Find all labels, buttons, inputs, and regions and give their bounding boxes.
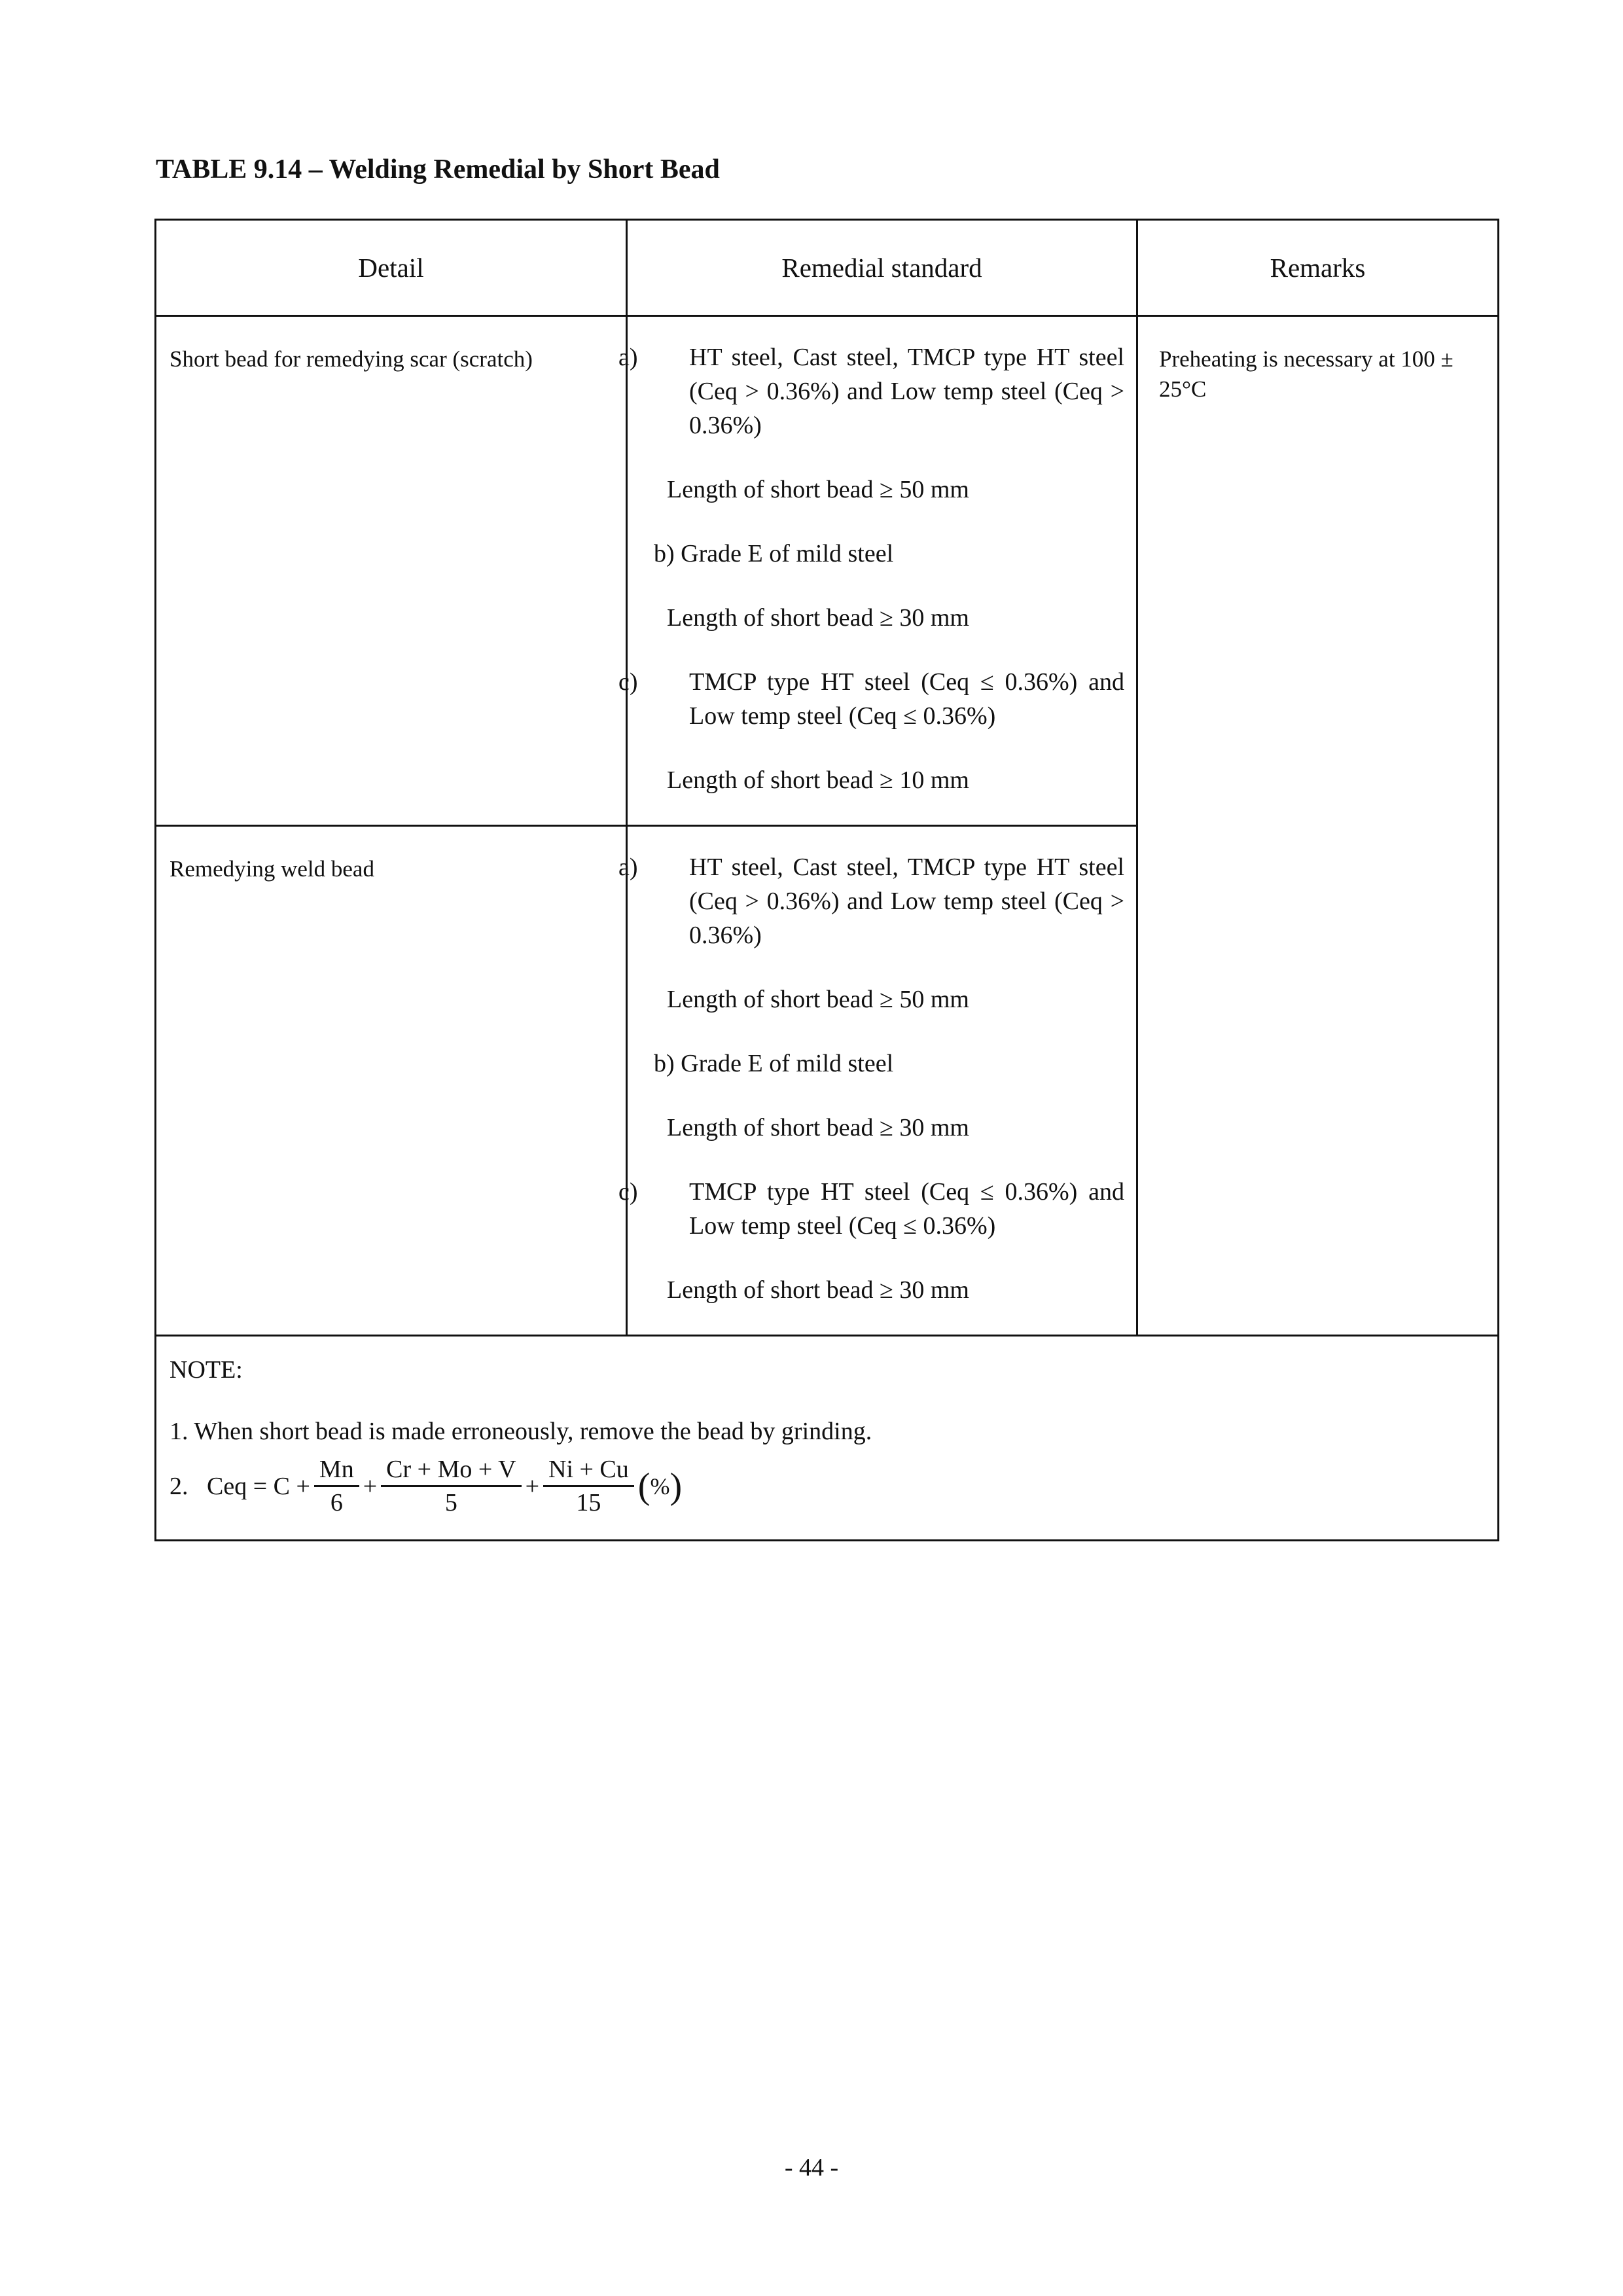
fraction-numerator: Mn: [314, 1456, 359, 1487]
standard-item-c: [618, 1175, 1124, 1243]
ceq-formula: [169, 1456, 1486, 1517]
fraction-ni-cu: [543, 1456, 634, 1517]
item-label: a): [618, 853, 638, 881]
note-heading: NOTE:: [169, 1356, 243, 1384]
fraction-cr-mo-v: [381, 1456, 521, 1517]
fraction-denominator: 6: [330, 1488, 343, 1516]
item-text: HT steel, Cast steel, TMCP type HT steel (Ceq > 0.36%) and Low temp steel (Ceq > 0.36%): [689, 853, 1124, 949]
header-row: [156, 220, 1499, 316]
open-paren: (: [637, 1466, 651, 1507]
remarks-cell: [1137, 316, 1499, 1336]
length-requirement: Length of short bead ≥ 30 mm: [667, 1114, 969, 1141]
plus-sign: +: [525, 1472, 539, 1500]
fraction-denominator: 5: [444, 1488, 457, 1516]
header-detail: Detail: [156, 220, 627, 316]
page-number: - 44 -: [784, 2154, 839, 2181]
table-row: [156, 316, 1499, 826]
remarks-text: Preheating is necessary at 100 ± 25°C: [1159, 346, 1454, 402]
fraction-numerator: Ni + Cu: [543, 1456, 634, 1487]
note-row: [156, 1336, 1499, 1541]
length-requirement: Length of short bead ≥ 30 mm: [667, 1276, 969, 1304]
table-title: TABLE 9.14 – Welding Remedial by Short Bead: [156, 154, 720, 185]
standard-item-a: [618, 340, 1124, 442]
item-label: c): [618, 1178, 638, 1206]
fraction-mn: [314, 1456, 359, 1517]
header-remedial-standard: Remedial standard: [627, 220, 1137, 316]
detail-text: Remedying weld bead: [169, 856, 374, 882]
standard-item-a: [618, 850, 1124, 952]
length-requirement: Length of short bead ≥ 50 mm: [667, 476, 969, 503]
item-text: HT steel, Cast steel, TMCP type HT steel (Ceq > 0.36%) and Low temp steel (Ceq > 0.36%): [689, 344, 1124, 439]
close-paren: ): [669, 1466, 683, 1507]
standard-cell: [618, 826, 1137, 1336]
fraction-denominator: 15: [576, 1488, 601, 1516]
plus-sign: +: [363, 1472, 378, 1500]
length-requirement: Length of short bead ≥ 10 mm: [667, 766, 969, 794]
formula-prefix: 2. Ceq = C +: [169, 1472, 310, 1500]
detail-cell: [156, 316, 627, 826]
standard-item-b: b) Grade E of mild steel: [654, 1050, 894, 1077]
item-label: a): [618, 344, 638, 371]
standard-item-c: [618, 665, 1124, 733]
length-requirement: Length of short bead ≥ 50 mm: [667, 986, 969, 1013]
header-remarks: Remarks: [1137, 220, 1499, 316]
item-text: TMCP type HT steel (Ceq ≤ 0.36%) and Low temp steel (Ceq ≤ 0.36%): [689, 668, 1124, 730]
item-label: c): [618, 668, 638, 696]
note-item-1: 1. When short bead is made erroneously, remove the bead by grinding.: [169, 1417, 872, 1445]
detail-cell: [156, 826, 627, 1336]
detail-text: Short bead for remedying scar (scratch): [169, 346, 533, 372]
item-text: TMCP type HT steel (Ceq ≤ 0.36%) and Low temp steel (Ceq ≤ 0.36%): [689, 1178, 1124, 1240]
length-requirement: Length of short bead ≥ 30 mm: [667, 604, 969, 632]
fraction-numerator: Cr + Mo + V: [381, 1456, 521, 1487]
percent-unit: %: [650, 1473, 670, 1499]
note-cell: [156, 1336, 1499, 1541]
remedial-table: [154, 219, 1499, 1541]
standard-cell: [618, 316, 1137, 826]
standard-item-b: b) Grade E of mild steel: [654, 540, 894, 567]
